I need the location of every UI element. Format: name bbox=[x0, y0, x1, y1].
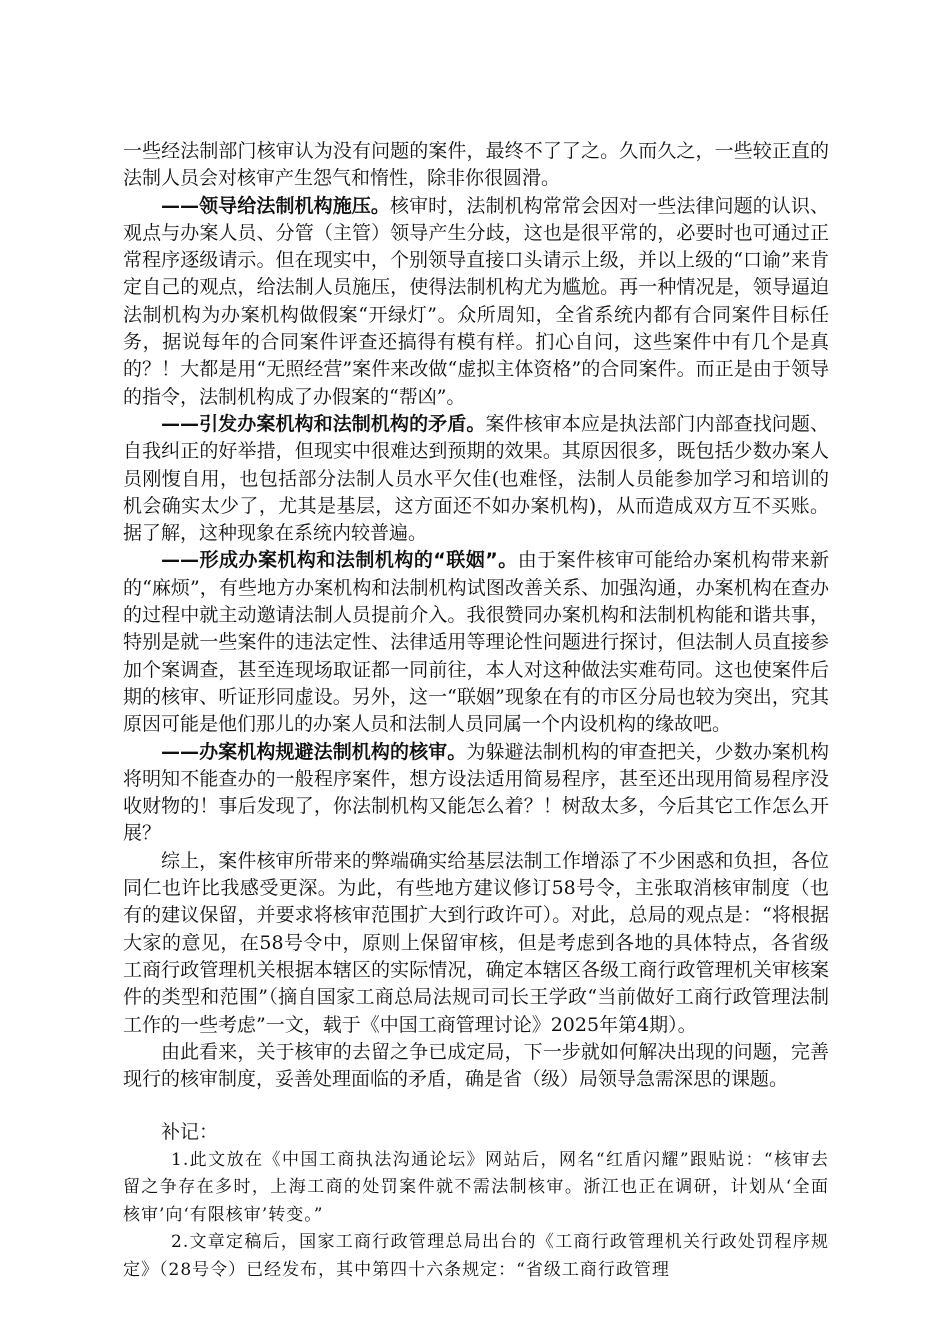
paragraph-text: 案件核审本应是执法部门内部查找问题、自我纠正的好举措，但现实中很难达到预期的效果。其原因很多，既包括少数办案人员刚愎自用，也包括部分法制人员水平欠佳(也难怪，法制人员能参加学习和培训的机会确实太少了，尤其是基层，这方面还不如办案机构)，从而造成双方互不买账。据了解，这种现象在系统内较普遍。 bbox=[123, 412, 829, 545]
paragraph-conclusion bbox=[123, 1039, 829, 1094]
paragraph-summary bbox=[123, 848, 829, 1039]
paragraph-continuation bbox=[123, 138, 829, 193]
paragraph-evasion bbox=[123, 739, 829, 848]
paragraph-text: 为躲避法制机构的审查把关，少数办案机构将明知不能查办的一般程序案件，想方设法适用简易程序，甚至还出现用简易程序没收财物的！事后发现了，你法制机构又能怎么着？！树敌太多，今后其它工作怎么开展？ bbox=[123, 740, 829, 845]
paragraph-heading: ——形成办案机构和法制机构的“联姻”。 bbox=[161, 549, 518, 572]
supplement-note: 2.文章定稿后，国家工商行政管理总局出台的《工商行政管理机关行政处罚程序规定》（28号令）已经发布，其中第四十六条规定：“省级工商行政管理 bbox=[123, 1232, 829, 1280]
paragraph-heading: ——领导给法制机构施压。 bbox=[161, 194, 390, 217]
supplement-note: 1.此文放在《中国工商执法沟通论坛》网站后，网名“红盾闪耀”跟贴说：“核审去留之争存在多时，上海工商的处罚案件就不需法制核审。浙江也正在调研，计划从‘全面核审’向‘有限核审’转变。” bbox=[123, 1149, 829, 1225]
supplement-title: 补记： bbox=[161, 1121, 219, 1144]
paragraph-heading: ——引发办案机构和法制机构的矛盾。 bbox=[161, 412, 486, 435]
paragraph-alliance bbox=[123, 547, 829, 738]
paragraph-text: 由于案件核审可能给办案机构带来新的“麻烦”，有些地方办案机构和法制机构试图改善关系、加强沟通，办案机构在查办的过程中就主动邀请法制人员提前介入。我很赞同办案机构和法制机构能和谐共事，特别是就一些案件的违法定性、法律适用等理论性问题进行探讨，但法制人员直接参加个案调查，甚至连现场取证都一同前往，本人对这种做法实难苟同。这也使案件后期的核审、听证形同虚设。另外，这一“联姻”现象在有的市区分局也较为突出，究其原因可能是他们那儿的办案人员和法制人员同属一个内设机构的缘故吧。 bbox=[123, 549, 829, 736]
document-page bbox=[123, 138, 829, 1284]
paragraph-text: 一些经法制部门核审认为没有问题的案件，最终不了了之。久而久之，一些较正直的法制人员会对核审产生怨气和惰性，除非你很圆滑。 bbox=[123, 140, 829, 190]
paragraph-conflict bbox=[123, 411, 829, 547]
supplement-section bbox=[123, 1119, 829, 1284]
paragraph-text: 综上，案件核审所带来的弊端确实给基层法制工作增添了不少困惑和负担，各位同仁也许比我感受更深。为此，有些地方建议修订58号令，主张取消核审制度（也有的建议保留，并要求将核审范围扩大到行政许可）。对此，总局的观点是：“将根据大家的意见，在58号令中，原则上保留审核，但是考虑到各地的具体特点，各省级工商行政管理机关根据本辖区的实际情况，确定本辖区各级工商行政管理机关审核案件的类型和范围”（摘自国家工商总局法规司司长王学政“当前做好工商行政管理法制工作的一些考虑”一文，载于《中国工商管理讨论》2025年第4期）。 bbox=[123, 849, 829, 1036]
paragraph-text: 由此看来，关于核审的去留之争已成定局，下一步就如何解决出现的问题，完善现行的核审制度，妥善处理面临的矛盾，确是省（级）局领导急需深思的课题。 bbox=[123, 1040, 829, 1091]
paragraph-text: 核审时，法制机构常常会因对一些法律问题的认识、观点与办案人员、分管（主管）领导产生分歧，这也是很平常的，必要时也可通过正常程序逐级请示。但在现实中，个别领导直接口头请示上级，并以上级的“口谕”来肯定自己的观点，给法制人员施压，使得法制机构尤为尴尬。再一种情况是，领导逼迫法制机构为办案机构做假案“开绿灯”。众所周知，全省系统内都有合同案件目标任务，据说每年的合同案件评查还搞得有模有样。扪心自问，这些案件中有几个是真的？！大都是用“无照经营”案件来改做“虚拟主体资格”的合同案件。而正是由于领导的指令，法制机构成了办假案的“帮凶”。 bbox=[123, 194, 829, 408]
paragraph-leader-pressure bbox=[123, 193, 829, 411]
paragraph-heading: ——办案机构规避法制机构的核审。 bbox=[161, 740, 467, 763]
